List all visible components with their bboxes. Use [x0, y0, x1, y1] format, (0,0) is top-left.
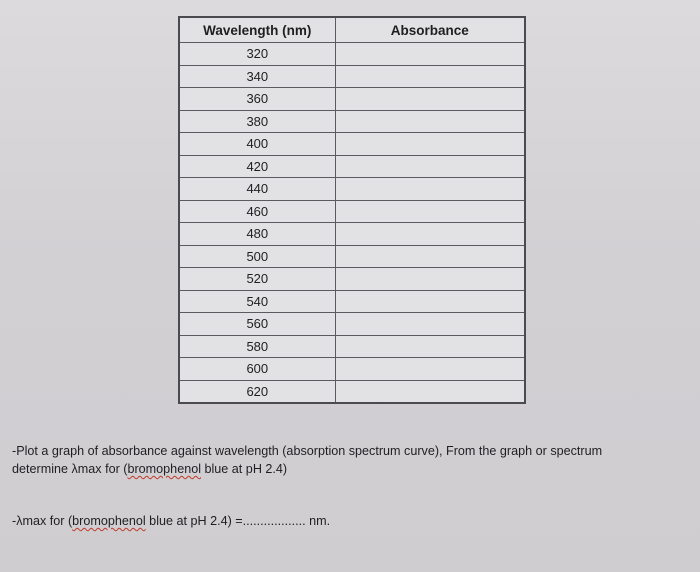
instruction-paragraph [12, 442, 696, 478]
wavelength-cell: 440 [179, 178, 335, 201]
absorbance-cell[interactable] [335, 380, 525, 403]
absorbance-cell[interactable] [335, 223, 525, 246]
table-row [179, 43, 525, 66]
wavelength-cell: 420 [179, 155, 335, 178]
instruction-line-1: -Plot a graph of absorbance against wavelength (absorption spectrum curve), From the graph or spectrum [12, 444, 603, 458]
table-row [179, 335, 525, 358]
table-row [179, 133, 525, 156]
misspelled-word: bromophenol [127, 462, 201, 476]
table-row [179, 245, 525, 268]
answer-blank[interactable]: .................. [242, 514, 306, 528]
absorbance-cell[interactable] [335, 43, 525, 66]
table-row [179, 290, 525, 313]
absorbance-cell[interactable] [335, 313, 525, 336]
wavelength-cell: 520 [179, 268, 335, 291]
answer-unit: nm. [305, 514, 331, 528]
wavelength-cell: 600 [179, 358, 335, 381]
answer-label: blue at pH 2.4) = [145, 514, 243, 528]
wavelength-cell: 620 [179, 380, 335, 403]
instruction-text: blue at pH 2.4) [201, 462, 288, 476]
wavelength-cell: 460 [179, 200, 335, 223]
wavelength-cell: 340 [179, 65, 335, 88]
wavelength-cell: 380 [179, 110, 335, 133]
table-row [179, 155, 525, 178]
misspelled-word: bromophenol [72, 514, 146, 528]
absorbance-cell[interactable] [335, 133, 525, 156]
instruction-line-2 [12, 460, 696, 478]
table-row [179, 178, 525, 201]
absorbance-cell[interactable] [335, 335, 525, 358]
table-row [179, 358, 525, 381]
wavelength-cell: 540 [179, 290, 335, 313]
absorbance-cell[interactable] [335, 110, 525, 133]
absorbance-cell[interactable] [335, 358, 525, 381]
lambda-max-answer-line [12, 514, 330, 528]
wavelength-cell: 480 [179, 223, 335, 246]
wavelength-cell: 560 [179, 313, 335, 336]
answer-label: -λmax for ( [12, 514, 73, 528]
absorbance-cell[interactable] [335, 178, 525, 201]
table-row [179, 88, 525, 111]
table-row [179, 223, 525, 246]
absorbance-data-table [178, 16, 526, 404]
absorbance-cell[interactable] [335, 65, 525, 88]
table-row [179, 380, 525, 403]
table-row [179, 200, 525, 223]
wavelength-cell: 580 [179, 335, 335, 358]
wavelength-cell: 360 [179, 88, 335, 111]
wavelength-cell: 320 [179, 43, 335, 66]
table-header-row [179, 17, 525, 43]
absorbance-cell[interactable] [335, 268, 525, 291]
table-row [179, 65, 525, 88]
absorbance-cell[interactable] [335, 88, 525, 111]
absorbance-cell[interactable] [335, 245, 525, 268]
absorbance-cell[interactable] [335, 200, 525, 223]
wavelength-cell: 400 [179, 133, 335, 156]
absorbance-column-header: Absorbance [335, 17, 525, 43]
absorbance-cell[interactable] [335, 290, 525, 313]
wavelength-column-header: Wavelength (nm) [179, 17, 335, 43]
wavelength-cell: 500 [179, 245, 335, 268]
table-row [179, 313, 525, 336]
instruction-text: determine λmax for ( [12, 462, 128, 476]
absorbance-cell[interactable] [335, 155, 525, 178]
table-row [179, 110, 525, 133]
table-row [179, 268, 525, 291]
